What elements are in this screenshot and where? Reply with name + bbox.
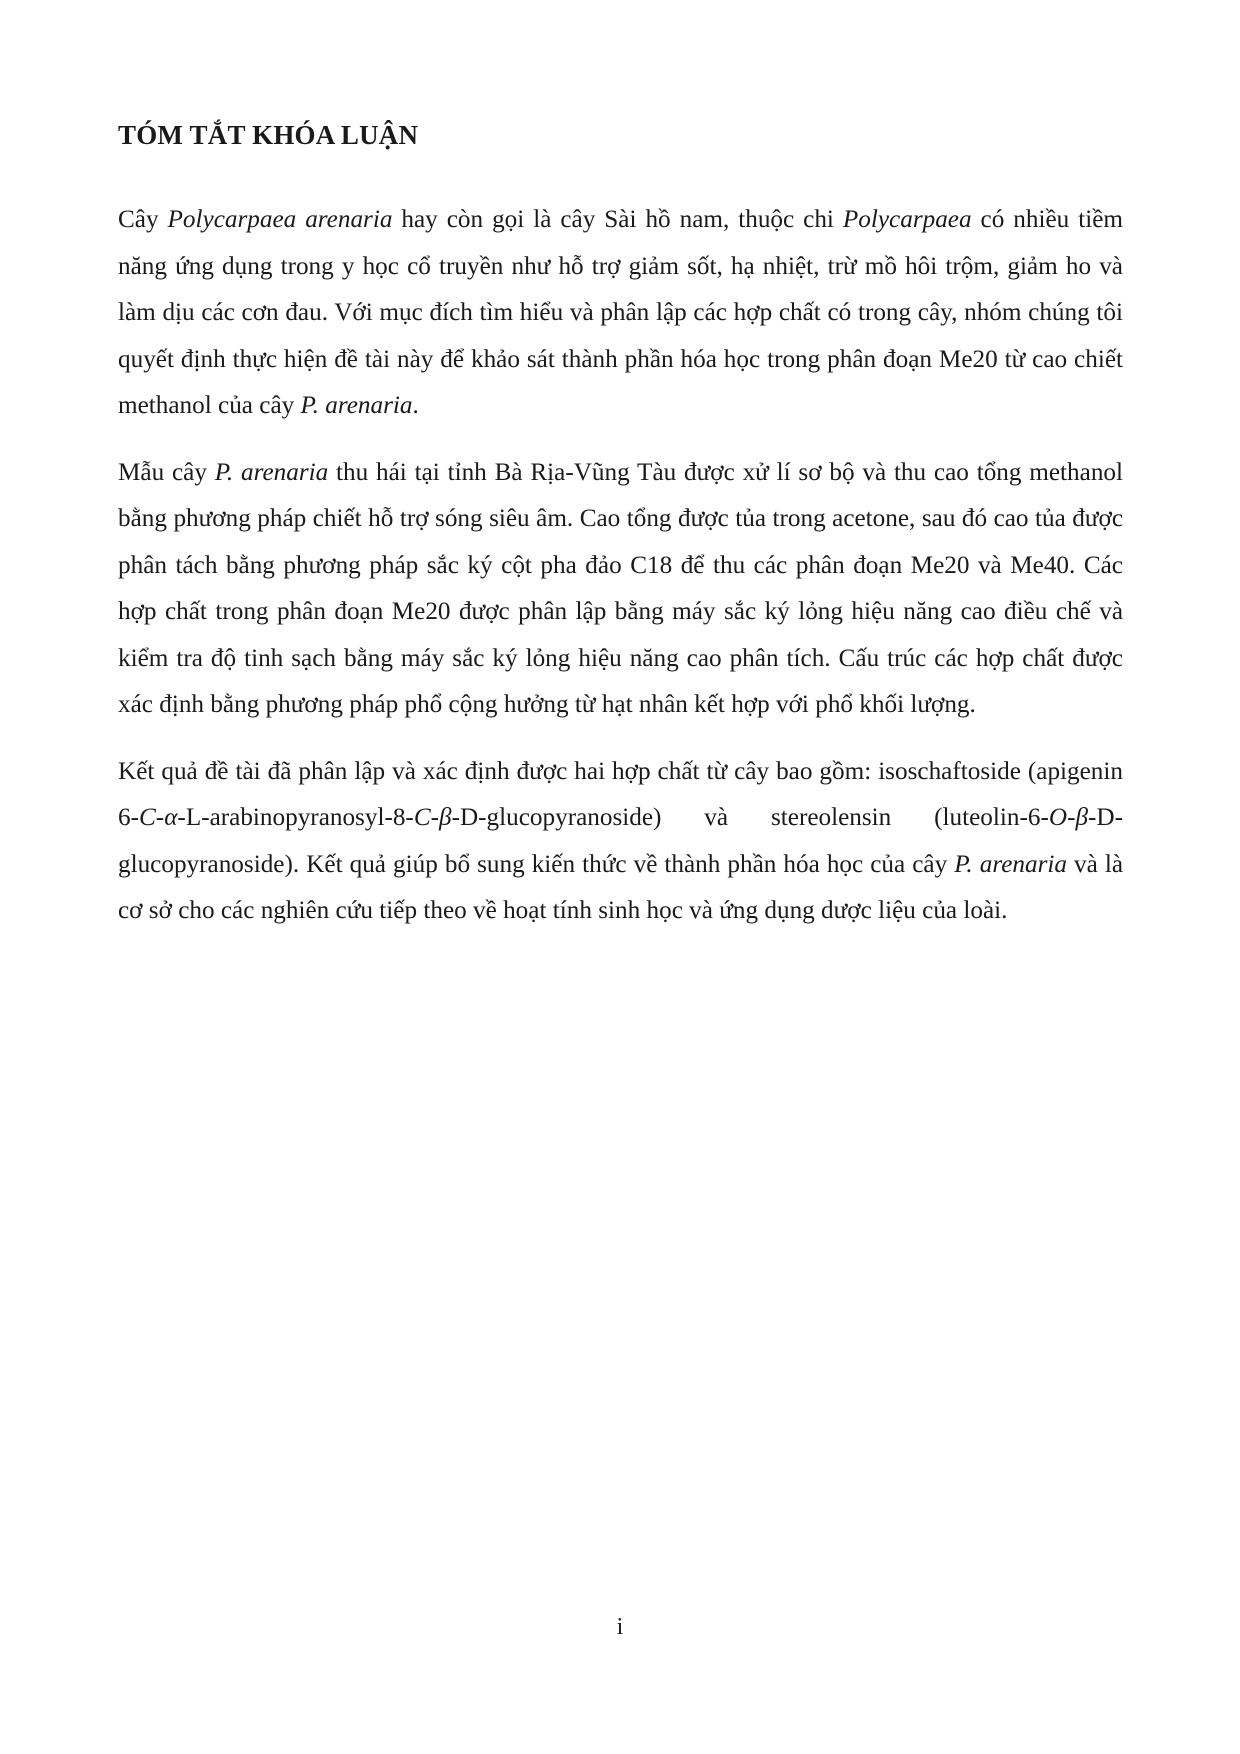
- italic-run: P. arenaria: [214, 458, 329, 486]
- text-run: -arabinopyranosyl-8-: [201, 804, 414, 831]
- text-run: Cây: [118, 206, 168, 233]
- paragraph-2: [118, 450, 1123, 729]
- text-run: -: [155, 804, 165, 831]
- text-run: -glucopyranoside). Kết quả giúp bổ sung kiến thức về thành phần hóa học của cây: [118, 804, 1123, 878]
- page-title: TÓM TẮT KHÓA LUẬN: [118, 120, 419, 150]
- text-run: -: [451, 804, 460, 831]
- text-run: có nhiều tiềm năng ứng dụng trong y học cổ truyền như hỗ trợ giảm sốt, hạ nhiệt, trừ mồ hôi trộm, giảm ho và làm dịu các cơn đau. Với mục đích tìm hiểu và phân lập các hợp chất có trong cây, nhóm chúng tôi quyết định thực hiện đề tài này để khảo sát thành phần hóa học trong phân đoạn Me20 từ cao chiết methanol của cây: [118, 206, 1123, 419]
- text-run: Kết quả đề tài đã phân lập và xác định được hai hợp chất từ cây bao gồm: isoschaftoside (apigenin 6-: [118, 757, 1123, 831]
- page-number: i: [616, 1614, 624, 1640]
- small-caps-run: D: [1096, 804, 1115, 831]
- italic-run: P. arenaria: [954, 850, 1067, 878]
- italic-run: C: [413, 804, 431, 831]
- small-caps-run: L: [185, 804, 202, 831]
- text-run: và là cơ sở cho các nghiên cứu tiếp theo về hoạt tính sinh học và ứng dụng dược liệu của loài.: [118, 850, 1124, 924]
- italic-run: β: [1075, 804, 1089, 831]
- italic-run: O: [1048, 804, 1068, 831]
- italic-run: α: [164, 804, 178, 831]
- text-run: -: [430, 804, 440, 831]
- italic-run: P. arenaria: [300, 392, 413, 419]
- italic-run: Polycarpaea: [842, 206, 972, 233]
- abstract-body: [118, 197, 1123, 935]
- text-run: -: [177, 804, 186, 831]
- text-run: .: [412, 392, 419, 419]
- small-caps-run: D: [459, 804, 479, 831]
- text-run: Mẫu cây: [118, 458, 215, 486]
- italic-run: β: [439, 804, 452, 831]
- italic-run: Polycarpaea arenaria: [167, 206, 393, 233]
- text-run: hay còn gọi là cây Sài hồ nam, thuộc chi: [392, 206, 843, 233]
- paragraph-3: [118, 749, 1123, 935]
- text-run: -: [1088, 804, 1097, 831]
- paragraph-1: [118, 197, 1123, 430]
- text-run: -: [1067, 804, 1076, 831]
- italic-run: C: [138, 804, 156, 831]
- text-run: -glucopyranoside) và stereolensin (luteolin-6-: [478, 804, 1049, 831]
- text-run: thu hái tại tỉnh Bà Rịa-Vũng Tàu được xử lí sơ bộ và thu cao tổng methanol bằng phương pháp chiết hỗ trợ sóng siêu âm. Cao tổng được tủa trong acetone, sau đó cao tủa được phân tách bằng phương pháp sắc ký cột pha đảo C18 để thu các phân đoạn Me20 và Me40. Các hợp chất trong phân đoạn Me20 được phân lập bằng máy sắc ký lỏng hiệu năng cao điều chế và kiểm tra độ tinh sạch bằng máy sắc ký lỏng hiệu năng cao phân tích. Cấu trúc các hợp chất được xác định bằng phương pháp phổ cộng hưởng từ hạt nhân kết hợp với phổ khối lượng.: [118, 458, 1124, 718]
